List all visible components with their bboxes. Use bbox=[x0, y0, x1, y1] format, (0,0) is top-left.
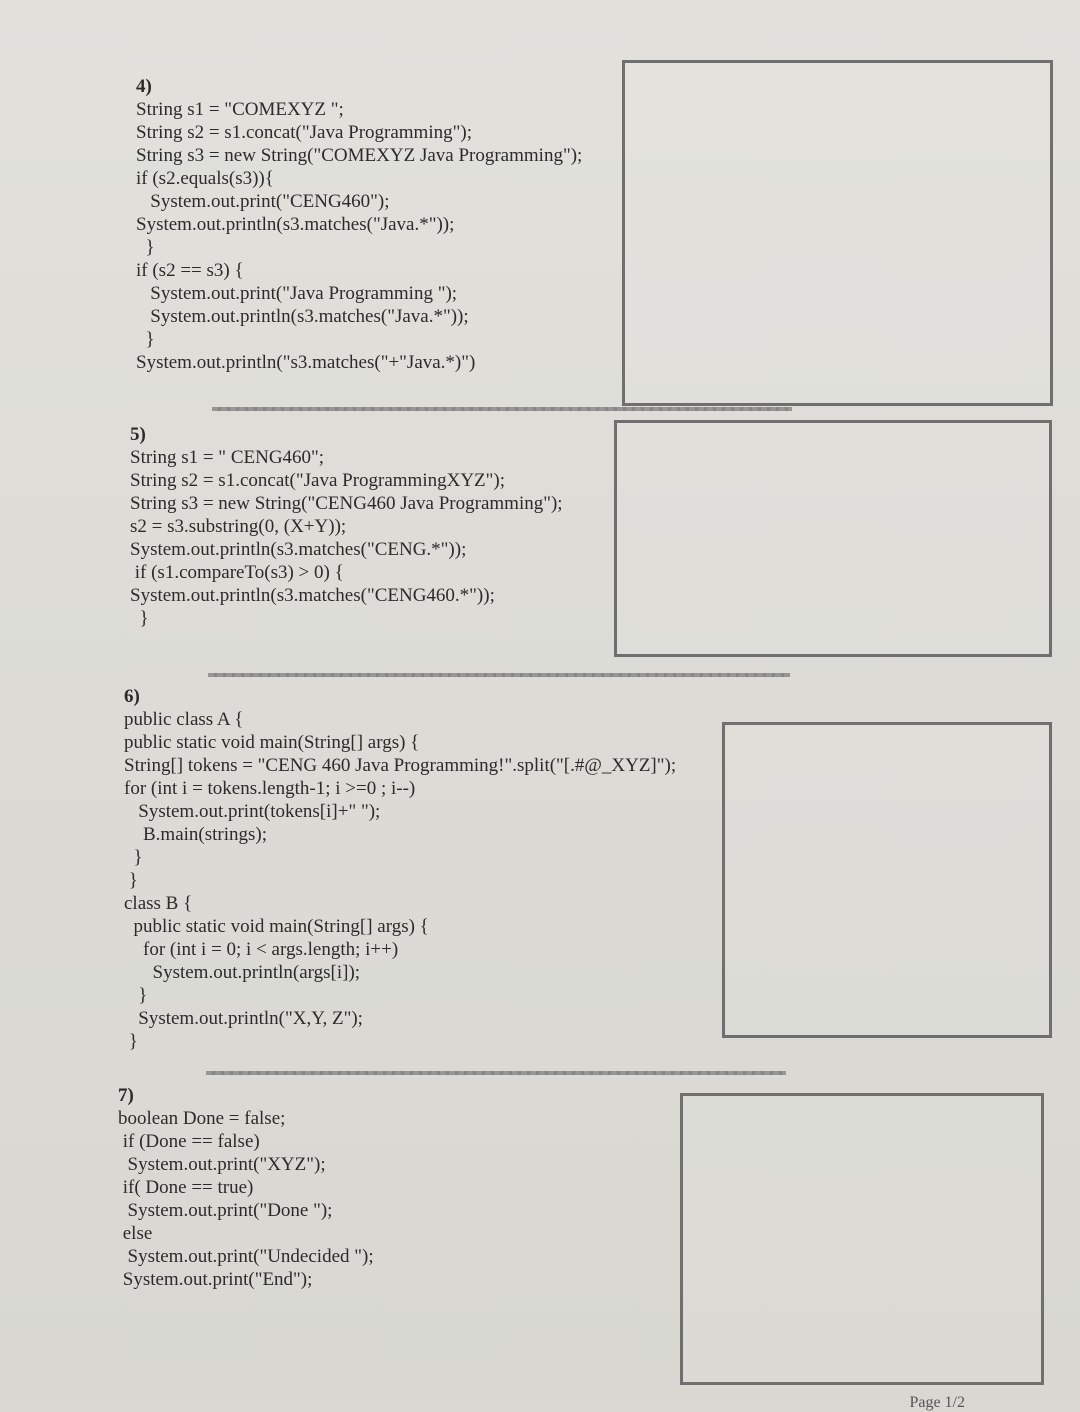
question-number: 5) bbox=[130, 424, 146, 445]
code-line: System.out.println("s3.matches("+"Java.*)") bbox=[136, 352, 476, 373]
question-4 bbox=[136, 75, 582, 374]
code-line: B.main(strings); bbox=[124, 824, 268, 845]
code-line: System.out.print("Done "); bbox=[118, 1200, 333, 1221]
code-line: } bbox=[124, 1031, 138, 1052]
code-line: if( Done == true) bbox=[118, 1177, 254, 1198]
question-7 bbox=[118, 1084, 374, 1291]
code-line: String s2 = s1.concat("Java Programming"); bbox=[136, 122, 472, 143]
code-line: String s3 = new String("CENG460 Java Programming"); bbox=[130, 493, 563, 514]
divider bbox=[212, 407, 792, 411]
code-line: String s1 = "COMEXYZ "; bbox=[136, 99, 344, 120]
code-line: String s1 = " CENG460"; bbox=[130, 447, 325, 468]
answer-box-q5[interactable] bbox=[614, 420, 1052, 657]
code-line: System.out.print("Java Programming "); bbox=[136, 283, 458, 304]
question-number: 7) bbox=[118, 1085, 134, 1106]
code-line: System.out.print("CENG460"); bbox=[136, 191, 390, 212]
code-line: System.out.print(tokens[i]+" "); bbox=[124, 801, 381, 822]
code-line: if (s1.compareTo(s3) > 0) { bbox=[130, 562, 344, 583]
code-line: if (Done == false) bbox=[118, 1131, 260, 1152]
code-line: } bbox=[124, 847, 143, 868]
code-line: System.out.print("End"); bbox=[118, 1269, 313, 1290]
answer-box-q6[interactable] bbox=[722, 722, 1052, 1038]
code-line: String[] tokens = "CENG 460 Java Programming!".split("[.#@_XYZ]"); bbox=[124, 755, 677, 776]
page-number: Page 1/2 bbox=[909, 1394, 965, 1411]
code-line: } bbox=[124, 870, 138, 891]
answer-box-q7[interactable] bbox=[680, 1093, 1044, 1385]
code-line: public static void main(String[] args) { bbox=[124, 732, 420, 753]
question-number: 6) bbox=[124, 686, 140, 707]
code-line: for (int i = tokens.length-1; i >=0 ; i--) bbox=[124, 778, 416, 799]
code-line: System.out.println(s3.matches("CENG.*")); bbox=[130, 539, 467, 560]
answer-box-q4[interactable] bbox=[622, 60, 1053, 406]
code-line: class B { bbox=[124, 893, 193, 914]
code-line: String s2 = s1.concat("Java ProgrammingXYZ"); bbox=[130, 470, 506, 491]
question-5 bbox=[130, 423, 563, 630]
code-line: for (int i = 0; i < args.length; i++) bbox=[124, 939, 399, 960]
code-line: public static void main(String[] args) { bbox=[124, 916, 429, 937]
code-line: String s3 = new String("COMEXYZ Java Programming"); bbox=[136, 145, 583, 166]
divider bbox=[206, 1071, 786, 1075]
divider bbox=[208, 673, 790, 677]
code-line: System.out.print("Undecided "); bbox=[118, 1246, 374, 1267]
question-6 bbox=[124, 685, 676, 1053]
code-line: System.out.println("X,Y, Z"); bbox=[124, 1008, 363, 1029]
code-line: public class A { bbox=[124, 709, 244, 730]
code-line: System.out.println(args[i]); bbox=[124, 962, 361, 983]
code-line: } bbox=[136, 329, 155, 350]
code-line: System.out.println(s3.matches("CENG460.*")); bbox=[130, 585, 495, 606]
code-line: } bbox=[136, 237, 155, 258]
code-line: if (s2.equals(s3)){ bbox=[136, 168, 274, 189]
code-line: if (s2 == s3) { bbox=[136, 260, 244, 281]
question-number: 4) bbox=[136, 76, 152, 97]
code-line: boolean Done = false; bbox=[118, 1108, 286, 1129]
code-line: System.out.println(s3.matches("Java.*")); bbox=[136, 214, 455, 235]
code-line: else bbox=[118, 1223, 153, 1244]
code-line: s2 = s3.substring(0, (X+Y)); bbox=[130, 516, 347, 537]
code-line: } bbox=[130, 608, 149, 629]
code-line: } bbox=[124, 985, 148, 1006]
code-line: System.out.print("XYZ"); bbox=[118, 1154, 326, 1175]
code-line: System.out.println(s3.matches("Java.*")); bbox=[136, 306, 469, 327]
